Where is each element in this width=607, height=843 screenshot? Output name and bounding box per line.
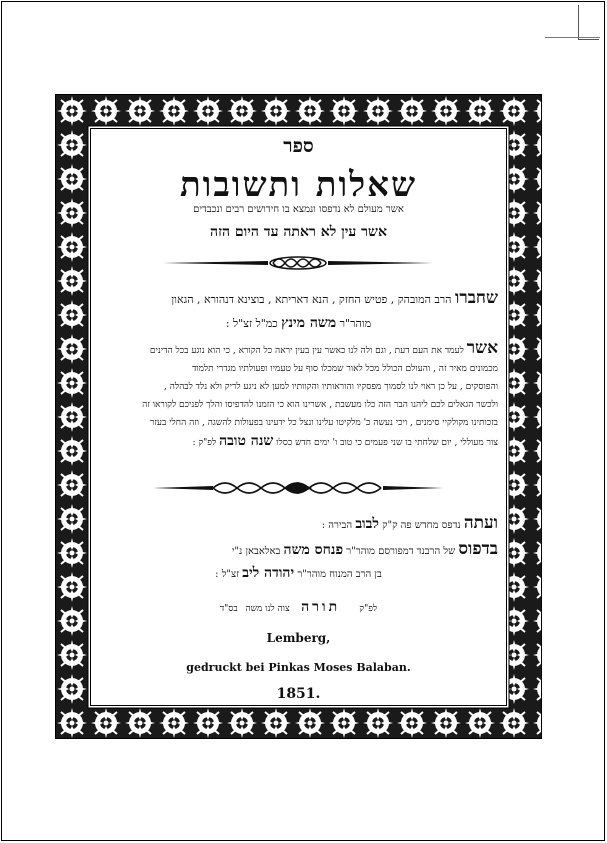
son-tail: זצ"ל : [215,569,240,580]
author-name-prefix: מוהר"ר [339,317,372,330]
body-line-3: ולכשר הגאלים לכם ליהנו הבר הזה כלו מעשבת , אשרינו הוא כי הזמנו להדפיסו והלך לפניכם לקוראו זה [142,400,498,410]
city-name-latin: Lemberg, [266,631,331,645]
scan-edge-line [545,37,600,38]
chronogram-mid: צוה לנו משה [245,604,290,614]
city-tail: הבירה : [321,520,353,531]
chronogram-line [91,599,506,616]
veata-lead: ועתה [463,513,498,533]
scan-corner-mark [578,5,599,40]
body-line-5: צור מעוללי , יום שלחתי בו שני פעמים כי טוב ו' ימים חדש כסלו [276,438,498,448]
printer-imprint-latin: gedruckt bei Pinkas Moses Balaban. [186,661,411,674]
subtitle-line-1: אשר מעולם לא נדפסו ונמצא בו חידושים רבים ונכבדים [193,204,404,215]
diamond-chain-ornament [153,479,443,497]
son-line [99,565,498,582]
body-line-1: מכמונים מאיר זה , והעולם הכולל מכל לאור שמכלו סוף על טעמיו ופעולתיו מגדרי תלמוד [191,364,498,374]
book-title: שאלות ותשובות [179,165,418,205]
author-line [99,289,498,309]
year-phrase: שנה טובה [219,433,274,449]
chronogram-pre: לפ"ק [359,604,378,614]
chronogram-post: בס"ד [219,604,238,614]
author-name: משה מינץ [281,315,337,331]
body-paragraph [99,339,498,452]
veata-line [99,513,498,533]
author-name-suffix: כמ"ל זצ"ל : [225,317,278,330]
bidfus-lead: בדפוס [458,539,498,559]
sefer-label: ספר [283,135,314,157]
printer-prefix: של הרבנד דמפורסם מוהר"ר [346,546,456,557]
son-prefix: בן הרב המנוח מוהר"ר [297,569,382,580]
asher-lead: אשר [466,338,498,358]
torah-word: תורה [301,599,341,615]
printer-name: פנחס משה [283,542,344,558]
veata-text: נדפס מחדש פה ק"ק [382,520,461,531]
printer-line [99,539,498,559]
year-tail: לפ"ק : [192,438,217,448]
body-line-0: לעמד את העם דעת , וגם ולה לנו כאשר עין בעין יראה כל הקורא , כי הוא נוגע בכל הדינים [149,346,464,356]
laurel-divider-ornament [163,255,433,271]
body-line-2: והפוסקים , על כן ראוי לנו לסמוך מפסקיו והוראותיו והקוותיו למען לא ניגע לריק ולא נלד לבהלה , [163,382,498,392]
city-name-hebrew: לבוב [355,516,379,532]
author-lead: שחברו [455,288,498,308]
son-name: יהודה ליב [242,565,295,581]
title-page-text-area [90,128,507,706]
body-line-4: בזכותינו מקולקיי סימנים , ויכי נעשה כ' מלקיטו עלינו ונצל כל ידעינו בפעולות להשגה , וזה החלי בעזר [149,418,498,428]
publication-year: 1851. [276,686,321,702]
printer-tail: באלאבאן נ"י [231,546,281,557]
author-honorifics: הרב המובהק , פטיש החזק , הנא דאריתא , בוצינא דנהורא , הגאון [171,293,452,306]
author-name-line [91,315,506,332]
subtitle-line-2: אשר עין לא ראתה עד היום הזה [210,224,387,240]
